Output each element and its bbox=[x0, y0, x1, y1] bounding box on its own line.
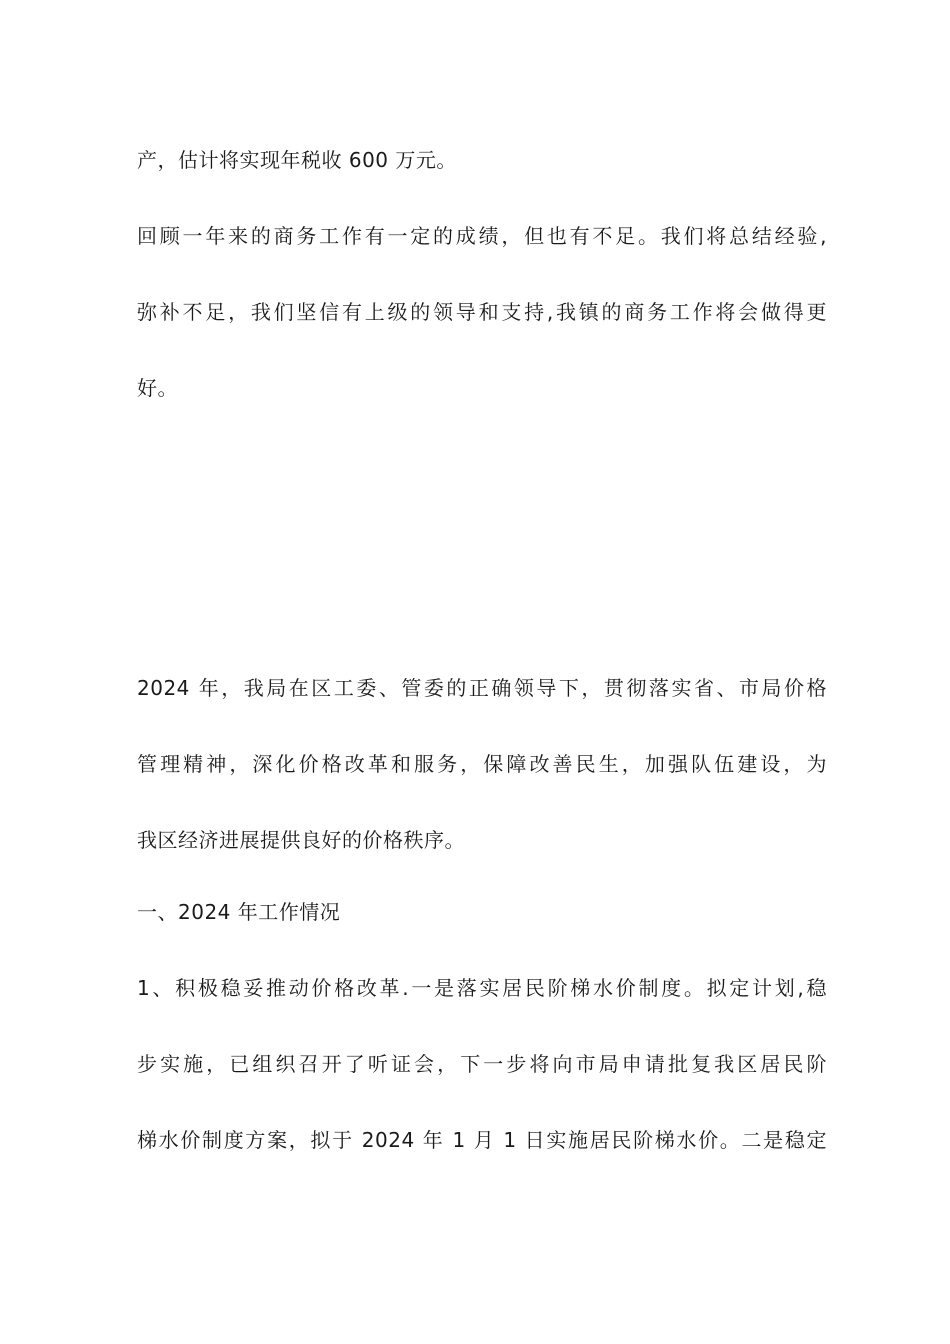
text-line-1: 产，估计将实现年税收 600 万元。 bbox=[137, 148, 457, 172]
text-line-4: 好。 bbox=[137, 376, 178, 400]
text-line-11: 梯水价制度方案，拟于 2024 年 1 月 1 日实施居民阶梯水价。二是稳定 bbox=[137, 1128, 827, 1152]
text-line-3: 弥补不足，我们坚信有上级的领导和支持,我镇的商务工作将会做得更 bbox=[137, 300, 827, 324]
text-line-2: 回顾一年来的商务工作有一定的成绩，但也有不足。我们将总结经验, bbox=[137, 224, 827, 248]
text-line-6: 管理精神，深化价格改革和服务，保障改善民生，加强队伍建设，为 bbox=[137, 752, 827, 776]
text-line-9: 1、积极稳妥推动价格改革.一是落实居民阶梯水价制度。拟定计划,稳 bbox=[137, 976, 827, 1000]
section-heading: 一、2024 年工作情况 bbox=[137, 900, 341, 924]
text-line-7: 我区经济进展提供良好的价格秩序。 bbox=[137, 828, 465, 852]
text-line-5: 2024 年，我局在区工委、管委的正确领导下，贯彻落实省、市局价格 bbox=[137, 676, 827, 700]
text-line-10: 步实施，已组织召开了听证会，下一步将向市局申请批复我区居民阶 bbox=[137, 1052, 827, 1076]
